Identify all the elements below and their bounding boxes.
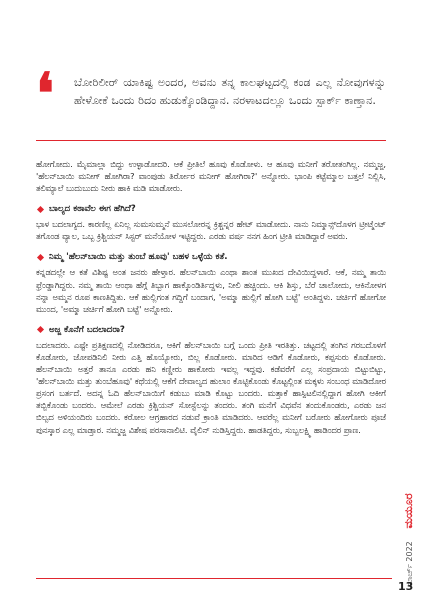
issue-date: ಮಾರ್ಚ್ 2022 <box>405 541 414 587</box>
side-tab <box>402 474 418 587</box>
paragraph: ಭಾಳ ಬದಲಾಗ್ಯದ. ಕಾರಣಿಲ್ಲ ಏನಿಲ್ಲ ಸುಮಸುಮ್ಮನೆ ಮುಸಲೋರನ್ನ ಕ್ರಿಶ್ಚನ್ನರ ಹೇಟ್ ಮಾಡೋದು. ನಾನು ನಿಮ್ಮಾನ್ಸ್‌ದೊಳಗ ಟ್ರೀಟ್ಮೆಂಟ್ ತಗೊಂಡ ವ್ಯಾಲ, ಒಬ್ಬ ಕ್ರಿಶ್ಚಿಯನ್ ಸಿಸ್ಟರ್ ಮನೆಯೋಳ ಇಟ್ಟಿದ್ದರು. ಎರಡು ವರ್ಷ ನನಗ ಹಿಂಗ ಟ್ರೀತಿ ಮಾಡಿದ್ದಾರೆ ಅವರು. <box>36 219 386 242</box>
quote-mark-icon: ❛ <box>36 61 55 127</box>
question-text: ನಿಮ್ಮ 'ಹೆಲನ್‌ಬಾಯಿ ಮತ್ತು ತುಂಬೆ ಹೂವು' ಬಹಳ ಒಳ್ಳೆಯ ಕತೆ. <box>49 252 228 263</box>
bullet-diamond-icon <box>37 254 44 261</box>
interview-question <box>36 251 386 263</box>
pull-quote-divider <box>36 140 386 141</box>
interview-question <box>36 203 386 215</box>
page-number: 13 <box>398 580 414 593</box>
magazine-logo: ಮಯೂರ <box>402 493 415 529</box>
interview-question <box>36 324 386 336</box>
footer-divider <box>36 578 392 579</box>
paragraph: ಕನ್ನಡದಲ್ಲೇ ಆ ಕತೆ ವಿಶಿಷ್ಟ ಅಂತ ಜನರು ಹೇಳ್ತಾರ. ಹೆಲನ್‌ಬಾಯಿ ಎಂಥಾ ಶಾಂತ ಮುಖದ ದೇವಿಯಿದ್ದಳಾರೆ. ಆಕೆ, ನಮ್ಮ ತಾಯಿ ಫ್ರೆಂಡ್ಡಾಗಿದ್ದರು. ನಮ್ಮ ತಾಯಿ ಆಂಥಾ ಹೆಗ್ಗೆ ತಿಬ್ಬಾಗ ಹಾಕ್ಕೊಂಡಿರ್ತಿದ್ದಳು, ನೀಲಿ ಹಚ್ಚಿಂದು. ಆಕಿ ಶಿಸ್ತು, ಬೆರೆ ಚಾಲೋದು, ಆಕಿನೋಳಗ ನನ್ನಾ ಅಮ್ಮನ ರೂಪ ಕಾಣತಿದ್ದಿತು. ಆಕೆ ಹುಲ್ಲಿಗಂತ ಗದ್ದಿಗೆ ಬಂದಾಗ, 'ಅಮ್ಮಾ ಹುಲ್ಲಿಗೆ ಹೋಗಿ ಬಟ್ಟೆ' ಅಂತಿದ್ದಳು. ಚರ್ಚಿಗೆ ಹೋಗೋ ಮುಂದ, 'ಅಮ್ಮಾ ಚರ್ಚಿಗೆ ಹೋಗಿ ಬಟ್ಟೆ' ಅನ್ನೋರು. <box>36 267 386 314</box>
bullet-diamond-icon <box>37 326 44 333</box>
question-text: ಬಾಲ್ಯದ ಕಠಾವೆಲ ಈಗ ಹೆಗಿದೆ? <box>49 204 136 215</box>
article-body <box>36 158 386 445</box>
paragraph: ಹೋಗೋದು. ಮೈಮಾಲ್ಲಾ ಬಿದ್ದು ಉಳ್ಳಾಡೋದರಿ. ಆಕೆ ಪ್ರೀತಿಲೆ ಹೂವು ಕೊಡೋಳು. ಆ ಹೂವು ಮನೀಗೆ ತರೋತಂಗಿಲ್ಲ. ನಮ್ಮಜ್ಜ, 'ಹೆಲನ್‌ಬಾಯಿ ಮನೀಗ್ ಹೋಗಿರಾ? ವಾಂಪುಡು ತಿರ್ರೋರ ಮನೀಗ್ ಹೋಗಿರಾ?' ಅನ್ನೋರು. ಭಾಂಪಿ ಕಟ್ಟೆಮ್ಮಾಲ ಬತ್ತಲೆ ನಿಲ್ಲಿಸಿ, ತಲಿಮ್ಯಾಲೆ ಬುದುಬುದು ನೀರು ಹಾಕಿ ಮಡಿ ಮಾಡೋರು. <box>36 159 386 194</box>
paragraph: ಬದಲಾದರು. ಎಷ್ಟೇ ಪ್ರತಿಕ್ಷಣದಲ್ಲಿ ನೋಡಿದರೂ, ಆಕಿಗೆ ಹೆಲನ್‌ಬಾಯಿ ಬಗ್ಗೆ ಒಂದು ಪ್ರೀತಿ ಇರತಿತ್ತು. ಚಟ್ಟದಲ್ಲಿ ತಂಗಿನ ಗರಬದೊಳಗೆ ಕೊಡೋರು, ಜೋಪಡಿನಿಲಿ ನೀರು ಎತ್ತಿ ಹೊಯ್ಯೋರು, ಬಿಲ್ಲ ಕೊಡೋರು. ಮಾರಿದ ಆಡಿಗೆ ಕೊಡೋರು, ಕಪ್ಪಸುರು ಕೊಡೋರು. ಹೆಲನ್‌ಬಾಯಿ ಅತ್ತರೆ ತಾನೂ ಎರಡು ಹನಿ ಕಣ್ಣೀರು ಹಾಕೋರು ಇವಲ್ಲ ಇದ್ದವು. ಕಡೆವರೆಗೆ ಎಲ್ಲ ಸಂಪ್ರದಾಯ ಬಿಟ್ಟುಬಿಟ್ಟು, 'ಹೆಲನ್‌ಬಾಯಿ ಮತ್ತು ತುಂಬೆಹೂವು' ಕಥೆಯಲ್ಲಿ ಆಕೆಗೆ ದೇವಾಲ್ಯದ ಹುಲಾಂ ಕೊಟ್ಟಿಕೊಂಡು ಕೊಟ್ಟಲ್ಲಿಂತ ಮಕ್ಕಳು ಸಂಬಂಧ ಮಾಡಿದೋರ ಪ್ರಸಂಗ ಬರ್ತದೆ. ಅದನ್ನ ಓದಿ ಹೆಲನ್‌ಬಾಯಿಗೆ ಕಡುಬು ಮಾಡಿ ಕೊಟ್ಟು ಬಂದರು. ಮತ್ತಾಕೆ ಹಾಸ್ಪಿಟಲಿನಲ್ಲಿದ್ದಾಗ ಹೋಗಿ ಆಕೀಗೆ ತಬ್ಬಿಕೊಂಡು ಬಂದರು. ಆಮೇಲೆ ಎರಡು ಕ್ರಿಶ್ಚಿಯನ್ ಸೋಸ್ಟೆಲನ್ನು ತಂದರು. ತಂಗಿ ಮನೆಗೆ ವಿಧವೆನ ತಂದುಕೊಂಡರು, ಎರಡು ಜನ ಬಿಲ್ವದ ಅಳಿಯಂದಿರು ಬಂದರು. ಕರೋಲ ಆಗ್ರಹಾರದ ನಡುವೆ ಕ್ರಾಂತಿ ಮಾಡಿದರು. ಆವರೆಲ್ಲ ಮನೀಗೆ ಬರೋರು ಹೋಗೋರು ಪೂಜೆ ಪುನಸ್ಕಾರ ಎಲ್ಲ ಮಾಡ್ತಾರ. ನಮ್ಮಜ್ಜ ವಿಶೇಷ ಪರಸಾನಾಲಿಟಿ. ವೈಲಿನ್ ನುಡಿಸ್ತಿದ್ದರು. ಹಾಡತಿದ್ದರು, ಸುಬ್ಬಲಕ್ಷ್ಮಿ ಹಾಡಿಂದರ ಪ್ರಾಣ. <box>36 339 386 435</box>
bullet-diamond-icon <box>37 206 44 213</box>
pull-quote-text: ಬೋರಿಲೀರ್ ಯಾಕಿಷ್ಟ ಅಂದರ, ಅವನು ತನ್ನ ಕಾಲಘಟ್ಟದಲ್ಲಿ ಕಂಡ ಎಲ್ಲ ನೋವುಗಳನ್ನು ಹೇಳೋಕೆ ಒಂದು ರಿದಂ ಹುಡುಕ್ಕೊಂಡಿದ್ದಾನ. ನರಳಾಟದಲ್ಲೂ ಒಂದು ಸ್ಪಾರ್ಕ್ ಕಾಣ್ತಾನ. <box>74 76 386 107</box>
question-text: ಅಜ್ಜ ಕೊನೆಗೆ ಬದಲಾದರಾ? <box>49 324 125 335</box>
